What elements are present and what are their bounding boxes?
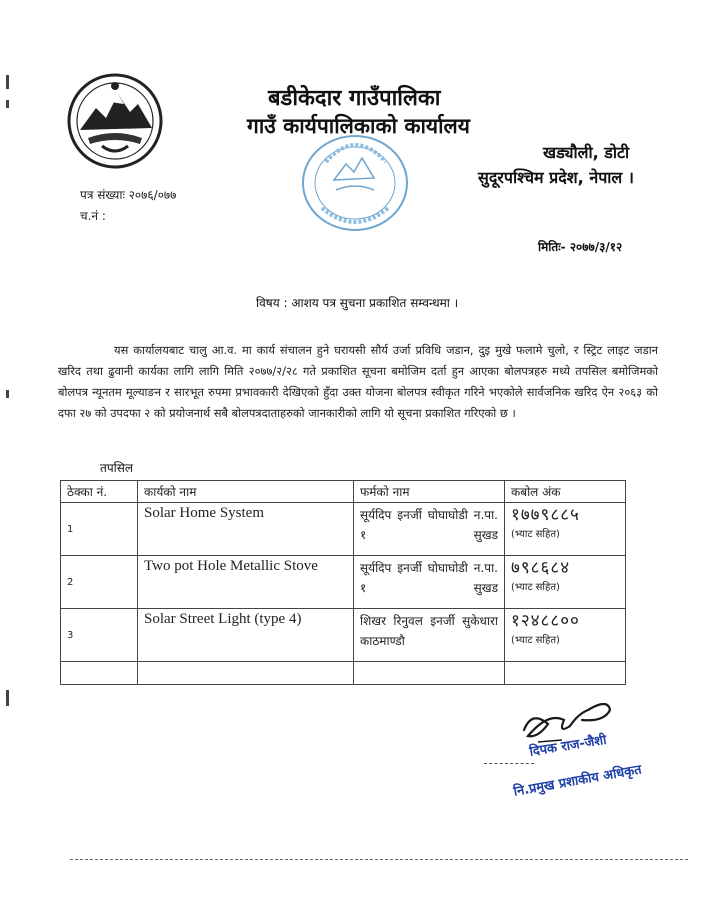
office-name: बडीकेदार गाउँपालिका [268,86,441,111]
header-work-name: कार्यको नाम [138,481,354,503]
table-row [61,556,626,609]
address-line-2: सुदूरपश्चिम प्रदेश, नेपाल । [478,168,634,187]
letter-subject: विषय : आशय पत्र सुचना प्रकाशित सम्वन्धमा । [256,296,459,310]
work-name: Two pot Hole Metallic Stove [138,556,354,609]
dispatch-number: च.नं : [80,209,106,223]
bid-amount-cell [505,609,626,662]
letter-date: मितिः- २०७७/३/१२ [538,240,623,254]
margin-mark [6,75,9,89]
signature-line [484,763,534,764]
details-label: तपसिल [100,461,134,475]
bid-amount-cell [505,503,626,556]
bid-amount: ७९८६८४ [511,558,571,578]
margin-mark [6,690,9,706]
work-name: Solar Street Light (type 4) [138,609,354,662]
contract-no: 1 [61,503,138,556]
vat-note: (भ्याट सहित) [511,635,560,646]
vat-note: (भ्याट सहित) [511,529,560,540]
reference-number: पत्र संख्याः २०७६/०७७ [80,188,177,202]
firm-name: सूर्यदिप इनर्जी घोघाघोडी न.पा. १ सुखड [354,503,505,556]
margin-mark [6,390,9,398]
table-row-empty [61,662,626,685]
nepal-emblem-logo-icon [66,72,164,170]
signatory-title: नि.प्रमुख प्रशाकीय अधिकृत [512,762,643,800]
address-line-1: खड्यौली, डोटी [543,143,630,162]
table-row [61,609,626,662]
bid-amount: १७७९८८५ [511,505,580,525]
header-contract-no: ठेक्का नं. [61,481,138,503]
firm-name: सूर्यदिप इनर्जी घोघाघोडी न.पा. १ सुखड [354,556,505,609]
vat-note: (भ्याट सहित) [511,582,560,593]
letter-body: यस कार्यालयबाट चालु आ.व. मा कार्य संचालन हुने घरायसी सौर्य उर्जा प्रविधि जडान, दुइ मुखे फलामे चुलो, र स्ट्रिट लाइट जडान खरिद तथा ढुवानी कार्यका लागि लागि मिति २०७७/२/२८ गते प्रकाशित सूचना बमोजिम दर्ता हुन आएका बोलपत्रहरु मध्ये तपसिल बमोजिमको बोलपत्र न्यूनतम मूल्याङन र सारभूत रुपमा प्रभावकारी देखिएको हुँदा उक्त योजना बोलपत्र स्वीकृत गरिने भएकोले सार्वजनिक खरिद ऐन २०६३ को दफा २७ को उपदफा २ को प्रयोजनार्थ सबै बोलपत्रदाताहरुको जानकारीको लागि यो सूचना प्रकाशित गरिएको छ । [58,343,658,420]
contract-no: 3 [61,609,138,662]
office-seal-stamp-icon [296,128,414,238]
signatory-name: दिपक राज-जैशी [528,732,608,760]
bid-results-table [60,480,626,685]
work-name: Solar Home System [138,503,354,556]
contract-no: 2 [61,556,138,609]
footer-divider [70,859,688,860]
header-bid-amount: कबोल अंक [505,481,626,503]
table-header-row [61,481,626,503]
office-subtitle: गाउँ कार्यपालिकाको कार्यालय [247,114,470,138]
margin-mark [6,100,9,108]
bid-amount: १२४८८०० [511,611,580,631]
bid-amount-cell [505,556,626,609]
header-firm-name: फर्मको नाम [354,481,505,503]
firm-name: शिखर रिनुवल इनर्जी सुकेधारा काठमाण्डौ [354,609,505,662]
table-row [61,503,626,556]
